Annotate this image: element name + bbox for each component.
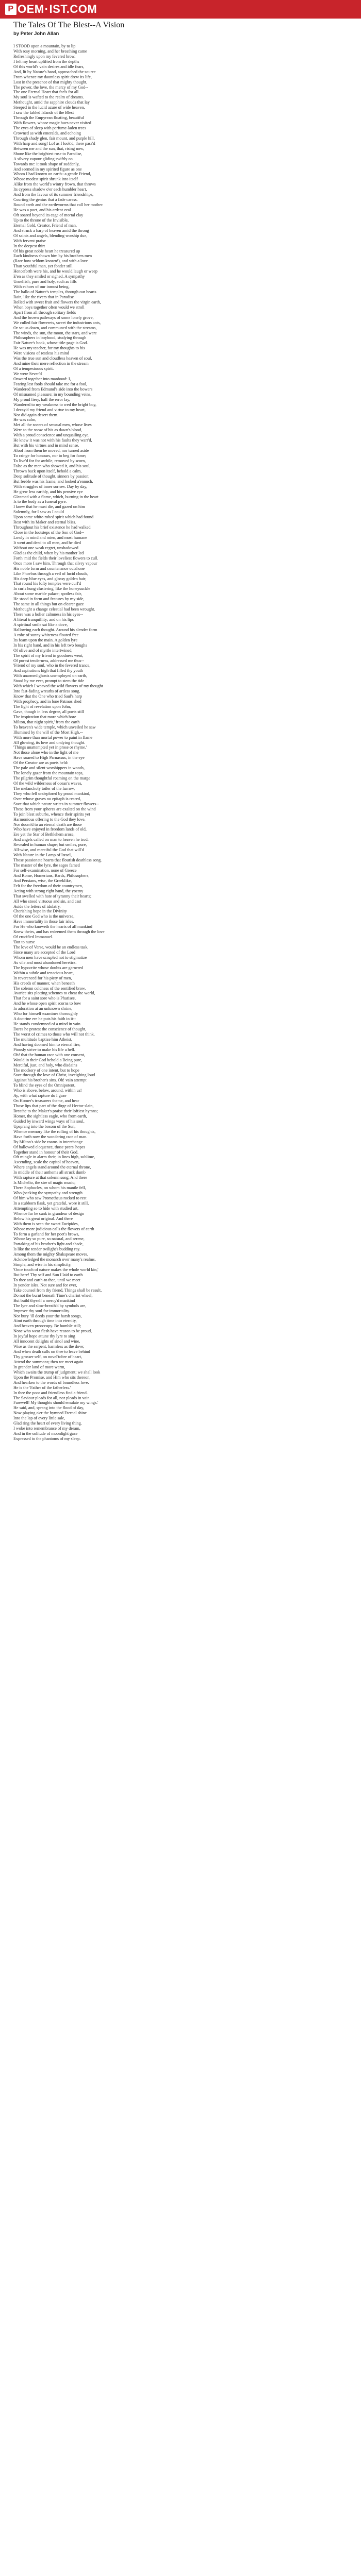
poem-line: His creeds of manner, when beneath (13, 980, 75, 986)
poem-line: With fervent praise (13, 238, 46, 243)
poem-line: Revealed in human shape; but smiles, pure, (13, 842, 87, 848)
poem-line: With unarmed ghosts unemployed on earth, (13, 673, 87, 679)
poem-line: Which awaits the trump of judgment; we shall look (13, 1369, 101, 1375)
poem-line: The inspiration that more which bore (13, 714, 76, 719)
poem-line: Over whose graves no epitaph is reared, (13, 796, 81, 801)
poem-line: To blind the eyes of the Omnipotent, (13, 1083, 76, 1088)
poem-line: I knew that he must die, and gazed on him (13, 504, 85, 510)
poem-line: Eternal Gold, Creator, Friend of man, (13, 223, 77, 228)
poem-line: Thy grosser self, on novel'tobre of heart, (13, 1354, 82, 1359)
poem-line: Who (seeking the sympathy and strength (13, 1191, 83, 1195)
poem-line: A silvery vapour gliding swiftly on (13, 156, 73, 161)
poem-line: Farewell! My thoughts should emulate my wings.' (13, 1400, 99, 1405)
poem-line: To cringe for honours, nor to beg for fame; (13, 453, 86, 458)
poem-line: 'Things unattempted yet in prose or rhyme.' (13, 745, 87, 750)
poem-line: Those passionate hearts that flourish deathless song. (13, 858, 102, 863)
poem-line: Its cypress shadow o'er each humbler heart, (13, 187, 87, 192)
poem-line: Than youthful man, yet fonder still (13, 264, 73, 269)
poem-line: A robe of sunny whiteness floated free (13, 632, 79, 637)
poem-line: Unselfish, pure and holy, such as fills (13, 279, 77, 284)
poem-line: Whose more judicious calls the flowers of earth (13, 1226, 94, 1231)
poem-line: Whom men have scrupled not to stigmatize (13, 955, 87, 960)
poem-line: With Nature in the Lamp of Israel, (13, 853, 72, 858)
poem-line: Nor doom'd to an eternal death are those (13, 822, 82, 827)
poem-line: Merciful, just, and holy, who disdains (13, 1062, 77, 1067)
poem-line: Oft mingle in alarm their, in lines high, sublime, (13, 1155, 95, 1160)
poem-line: The one Eternal Heart that feels for all. (13, 90, 80, 95)
poem-line: The winds, the sun, the moon, the stars, and were (13, 330, 97, 335)
poem-line: Milton, that night spirit,' from the earth (13, 719, 80, 724)
poem-line: Partaking of his brother's light and shade, (13, 1242, 84, 1247)
poem-line: To heaven's wide temple, which unveiled he saw (13, 724, 96, 730)
poem-line: And struck a harp of heaven amid the throng (13, 228, 89, 233)
poem-line: Save that which nature writes in summer flowers-- (13, 801, 99, 806)
poem-line: And seemed in my spirited figure as one (13, 166, 82, 172)
poem-line: The hallo of Nature's temples, through our hearts (13, 290, 96, 294)
poem-line: To form a garland for her poet's brows, (13, 1231, 79, 1236)
poem-line: Upon some white-robed spirit which had found (13, 515, 94, 520)
poem-line: Upsprang into the bosom of the Sun, (13, 1124, 76, 1129)
poem-line: He is the 'Father of the fatherless.' (13, 1385, 71, 1390)
poem-line: Was the true sun and cloudless heaven of soul, (13, 356, 92, 361)
poem-line: Thrown back upon itself, behold a calm, (13, 468, 82, 473)
poem-line: Oft soared beyond its cage of mortal clay (13, 212, 84, 217)
poem-line: He knew it was not with his faults they warr'd, (13, 438, 92, 443)
poem-line: Deep solitude of thought, sinners by passion; (13, 473, 90, 479)
poem-line: But with his virtues and in mind sense. (13, 443, 79, 448)
poem-line: I STOOD upon a mountain, by to lip (13, 44, 76, 48)
poem-line: (Rare how seldom known!), and with a love (13, 259, 88, 264)
poem-line: Wandered to my weakness to wed the bright boy, (13, 402, 96, 407)
poem-line: The pilgrim thoughtful roaming on the marge (13, 776, 91, 781)
poem-line: The mockery of one intent, but to hope (13, 1067, 79, 1073)
poem-line: Piously strive to make his life a hell. (13, 1047, 75, 1052)
poem-line: Courting the genius that a fade caress. (13, 197, 78, 202)
poem-line: To thee and earth-to thee, until we meet (13, 1277, 80, 1282)
poem-line: Is to the body as a funeral pyre. (13, 499, 67, 504)
site-logo[interactable] (5, 3, 97, 16)
poem-line: Expressed to the phantoms of my sleep. (13, 1436, 81, 1441)
poem-line: Within a subtle and tenacious heart, (13, 970, 74, 975)
poem-line: Fair Nature's book, whose title-page is God. (13, 341, 88, 346)
poem-line: In the deepest thirt (13, 243, 45, 248)
poem-line: Of hallowed eloquence, those peers' hopes (13, 1144, 86, 1149)
poem-line: All glowing, its love and undying thought. (13, 740, 86, 745)
poem-line: Among them the mighty Shakspeare moves, (13, 1252, 89, 1257)
poem-line: Refreshingly upon my fevered brow. (13, 54, 76, 59)
poem-line: All-wise, and merciful the God that will'd (13, 848, 84, 853)
poem-line: And he whose open spirit scorns to bow (13, 1001, 81, 1006)
poem-line: Glad as the child, when by his mother led (13, 550, 84, 555)
poem-line: 'But to nurse (13, 940, 35, 945)
poem-line: Knew theirs, and has redeemed them through the love (13, 929, 105, 935)
poem-line: Ay, with what rapture do I gaze (13, 1093, 67, 1098)
poem-line: His noble form and countenance outshone (13, 566, 85, 571)
poem-line: To join blest suburbs, whence their spirits yet (13, 811, 90, 817)
poem-line: Henceforth were his, and he would laugh or weep (13, 269, 98, 274)
poem-line: He stands condemned of a mind in vain. (13, 1022, 81, 1027)
poem-line: Towards me: it took shape of suddenly, (13, 161, 80, 166)
poem-line: They who fell undeplored by proud mankind, (13, 791, 90, 796)
poem-line: None who wear flesh have reason to be proud, (13, 1329, 92, 1334)
poem-line: All innocent delights of sinol and wine, (13, 1339, 80, 1344)
poem-line: The same in all things but on clearer gaze (13, 602, 84, 607)
poem-line: False as the men who showed it, and his soul, (13, 463, 91, 468)
poem-line: Onward together into manhood: I, (13, 376, 71, 381)
poem-line: The spirit of my friend in goodness went, (13, 653, 84, 658)
poem-line: In reverenced for his piety of men, (13, 975, 72, 980)
poem-line: 'Once touch of nature makes the whole world kin,' (13, 1267, 99, 1273)
poem-line: And heaven preoccupy. Be humble still; (13, 1324, 81, 1329)
poem-line: In adoration at an unknown shrine, (13, 1006, 73, 1011)
poem-line: He stood in form and features by my side, (13, 597, 85, 602)
poem-line: The multitude baptize him Atheist, (13, 1037, 72, 1042)
poem-line: There was a holier calmness in his eyes-- (13, 612, 83, 617)
poem-line: Acting with strong right hand, the yoemy (13, 888, 84, 893)
poem-line: Rest with its Maker and eternal bliss. (13, 520, 76, 525)
poem-line: Aimt earth through time into eternity, (13, 1318, 77, 1324)
poem-line: Or sat us down, and communed with the streams, (13, 325, 97, 330)
poem-line: Who is above, below, around, within us! (13, 1088, 82, 1093)
poem-line: Attempting so to hide with studied art, (13, 1206, 79, 1211)
poem-line: When boys together often would we stroll (13, 304, 85, 310)
poem-line: Of the Creator are as poets held: (13, 760, 68, 766)
poem-line: Into fast-fading wreaths of artless song. (13, 689, 80, 694)
poem-line: On Homer's treasurers theme, and hear (13, 1098, 79, 1104)
poem-line: Of saints and angels, blending worship due, (13, 233, 88, 238)
poem-line: I saw the fabled Islands of the Blest (13, 110, 74, 115)
poem-line: All who stood virtuous and sin, and cast (13, 899, 81, 904)
logo-p-mark: P (5, 4, 17, 15)
poem-line: Lost in the presence of that mighty thought, (13, 79, 88, 84)
poem-line: The Saviour pleads for all, nor pleads in vain. (13, 1395, 91, 1400)
poem-line: Were to the snow of his as dawn's blood, (13, 428, 83, 433)
poem-line: Attend the summons; then we meet again (13, 1359, 84, 1364)
poem-line: That for a saint sore who is Pharisee, (13, 996, 76, 1001)
poem-line: Philosophers in boyhood, studying through (13, 335, 87, 341)
poem-line: The pale and silent worshippers in woods, (13, 766, 85, 771)
poem-line: Have immortality in those fair isles. (13, 919, 74, 924)
poem-line: The lyre and slow-breath'd by symbols are, (13, 1303, 87, 1308)
poem-line: The worst of crimes to those who will not think. (13, 1031, 95, 1037)
poem-line: Who for himself examines thoroughly (13, 1011, 78, 1016)
poem-line: Solemnly, for I saw as I could (13, 510, 64, 515)
poem-line: But build thyself a mercy'd mankind (13, 1298, 75, 1303)
poem-line: Not those alone who in the light of me (13, 750, 78, 755)
poem-line: Lowly in mind and mien, and most humane (13, 535, 87, 540)
poem-line: Is Michelio, the sire of magic music; (13, 1180, 76, 1185)
poem-line: Throughout his brief existence he had walked (13, 525, 91, 530)
poem-line: He was calm, (13, 417, 37, 422)
poem-line: The light of revelation upon John, (13, 704, 71, 709)
poem-line: From whence my dauntless spirit drew its life, (13, 74, 92, 79)
poem-line: And Persians, wise, the Greeklike, (13, 878, 72, 883)
poem-line: The power, the love, the mercy of my God-- (13, 84, 88, 90)
poem-line: Of this world's vain desires and idle fears, (13, 64, 85, 69)
poem-line: We culled fair flowerets, sweet the industrious ants, (13, 320, 101, 325)
poem-line: He said, and, sprang into the flood of day, (13, 1405, 85, 1411)
poem-line: Simple, and wise in his simplicity, (13, 1262, 72, 1267)
poem-line: Illumined by the will of the Most High,-- (13, 730, 83, 735)
poem-line: Know that the One who tried Saul's harp (13, 694, 83, 699)
poem-line: Forth 'mid the fields their loveliest flowers to cull. (13, 555, 99, 561)
poem-line: Who have enjoyed in freedom lands of old, (13, 827, 87, 832)
poem-line: There Sophocles, on whom his mantle fell, (13, 1185, 86, 1191)
poem-line: With a proud conscience and unquailing eye. (13, 433, 90, 438)
poem-line: Each kindness shown him by his brothers men (13, 253, 92, 259)
poem-line: Steeped in the lucid azure of wide heaven, (13, 105, 85, 110)
poem-line: A doctrine ere he puts his faith in it-- (13, 1016, 76, 1022)
logo-text-ist: IST.COM (49, 3, 97, 15)
poem-line: Whom I had known on earth--a gentle Friend, (13, 172, 91, 177)
poem-line: Fearing lest fools should take me for a fool, (13, 381, 88, 386)
poem-line: Of misnamed pleasure; in my bounding veins, (13, 392, 92, 397)
poem-line: Aside the fetters of idolatry, (13, 904, 61, 909)
poem-line: To live'd for for awhile, removed by scorn, (13, 458, 86, 463)
poem-line: The hypocrite whose doubts are garnered (13, 965, 84, 970)
logo-dot: · (44, 3, 49, 15)
poem-line: And when death calls on thee to leave behind (13, 1349, 90, 1354)
poem-line: Of olive and of myrtle intertwined, (13, 648, 73, 653)
poem-line: Whose modest spirit shrunk into itself (13, 177, 78, 182)
poem-line: For self-examination, none of Greece (13, 868, 77, 873)
poem-line: Glad ring the heart of every living thing. (13, 1421, 82, 1426)
poem-line: My soul is wafted to the realm of dreams. (13, 95, 84, 100)
poem-line: It went and deed to all men, and he died (13, 540, 81, 545)
poem-line: With flowers, whose magic hues never visited (13, 121, 91, 126)
poem-line: And angels called on man to heaven he trod. (13, 837, 89, 842)
poem-title: The Tales Of The Blest--A Vision (13, 21, 125, 29)
poem-line: Rolled with sweet fruit and flowers the virgin earth, (13, 299, 101, 304)
poem-line: He grew less earthly, and his pensive eye (13, 489, 83, 494)
poem-line: And Rome, Homerians, Bards, Philosophers, (13, 873, 90, 878)
poem-line: And the brown pathways of some lonely grove, (13, 315, 94, 320)
poem-line: I decay'd my friend and virtue to my heart, (13, 407, 86, 412)
poem-line: Into the lap of every little sale, (13, 1416, 65, 1421)
poem-line: Through shady glen, fair mount, and purple hill, (13, 135, 95, 141)
poem-line: Alike from the world's wintry frown, that throws (13, 182, 96, 187)
poem-line: With which I weaved the wild flowers of my thought (13, 684, 103, 689)
poem-line: Below his great original. And there (13, 1216, 73, 1221)
poem-line: A literal tranquillity; and on his lips (13, 617, 74, 622)
poem-line: Nor did again desert them. (13, 412, 59, 417)
poem-line: Gleamed with a flame, which, burning in the heart (13, 494, 99, 499)
poem-line: Aloof from them he moved, nor turned aside (13, 448, 89, 453)
poem-line: Have soared to High Parnassus, in the eye (13, 755, 85, 760)
poem-line: Dares he protest the conscience of thought, (13, 1027, 87, 1031)
poem-line: Like Phoebus through a veil of lucid clouds, (13, 571, 89, 576)
poem-line: Round earth and the earthworms that call her mother. (13, 202, 104, 208)
poem-line: Avarice sits plotting schemes to cheat the world, (13, 991, 95, 996)
poem-line: Ere yet the Star of Bethlehem arose, (13, 832, 75, 837)
poem-line: And having doomed him to eternal fire, (13, 1042, 80, 1047)
poem-line: With rapture at that solemn song. And there (13, 1175, 87, 1180)
poem-line: And hearken to the words of boundless love. (13, 1380, 89, 1385)
poem-line: A spiritual smile sat like a dove, (13, 622, 68, 627)
poem-line: Without one weak regret, unshadowed (13, 545, 78, 550)
poem-line: The eyes of sleep with perfume-laden trees (13, 126, 86, 130)
poem-line: In his right hand, and in his left two boughs (13, 642, 87, 648)
poem-line: Upon the Promise, and Him who sits thereon, (13, 1375, 91, 1380)
poem-line: With echoes of our inmost being, (13, 284, 70, 290)
poem-line: Once more I saw him. Through that silvry vapour (13, 561, 97, 566)
poem-line: Acknowledged the monarch over many's realms, (13, 1257, 96, 1262)
poem-line: Hallowing each thought. Around his slender form (13, 627, 97, 632)
poem-line: Met all the sneers of sensual men, whose lives (13, 422, 92, 428)
poem-line: Nor bury 'ill deeds your the harsh songs, (13, 1313, 82, 1318)
poem-line: Harmonious offering to the God they love. (13, 817, 86, 822)
poem-line: Through the Empyrean floating, beautiful (13, 115, 84, 121)
poem-line: His deep blue eyes, and glossy golden hair, (13, 576, 87, 581)
poem-line: Were visions of restless his mind (13, 351, 69, 356)
poem-line: With more than mortal power to paint in flame (13, 735, 92, 740)
poem-line: Of the wild wilderness of ocean's waves, (13, 781, 83, 786)
poem-line: Of the one God who is the universe, (13, 914, 75, 919)
poem-line: In middle of their anthems all struck dumb (13, 1170, 86, 1175)
poem-line: Those lips that part of the dirge of Hector slain, (13, 1104, 94, 1109)
poem-line: Its foam upon the main. A golden lyre (13, 637, 78, 642)
poem-line: These from your spheres are exalted on the wind (13, 806, 96, 811)
poem-line: The love of Verse, would be an endless task, (13, 945, 89, 950)
poem-line: Save through the love of Christ, inveighing loud (13, 1073, 95, 1078)
poem-line: Of his great noble heart he treasured up (13, 248, 80, 253)
poem-line: Of a tempestuous spirit. (13, 366, 54, 371)
poem-line: Would in their God behold a Being pure, (13, 1057, 83, 1062)
poem-line: Crowned as with emeralds, and echoing (13, 130, 81, 135)
poem-line: Of purest tenderness, addressed me thus-- (13, 658, 84, 663)
poem-line: The master of the lyre, the sages famed (13, 863, 80, 868)
poem-line: And from the favour of its summer friendships, (13, 192, 94, 197)
poem-line: Wandered from Edmund's side into the bowers (13, 386, 93, 392)
poem-line: In grander land of more warm, (13, 1364, 65, 1369)
poem-line: With struggles of inner sorrow. Day by day, (13, 484, 87, 489)
poem-line: Whence far he sunk in grandeur of design (13, 1211, 85, 1216)
poem-line: Oh! that the human race with one consent, (13, 1052, 85, 1057)
poem-line: Breathe to the Maker's praise their loftiest hymns; (13, 1109, 98, 1113)
poem-line: In a stubborn flask, yet grateful, wore it still, (13, 1200, 89, 1206)
poem-line: My proud fiery, half the error lay, (13, 397, 70, 402)
poem-line: Together stand in honour of their God. (13, 1149, 79, 1155)
poem-line: Ascending, scale the capitol of heaven, (13, 1160, 79, 1165)
poem-line: And aspirations high that filled thy youth (13, 668, 84, 673)
poem-line: Methought a change celestial had been wrought. (13, 607, 95, 612)
poem-line: About some marble palace; spotless fair, (13, 591, 82, 597)
poem-line: Whence memory like the rolling of his thoughts, (13, 1129, 96, 1134)
poem-line: In curls hung clustering, like the honeysuckle (13, 586, 90, 591)
poem-line: And, lit by Nature's hand, approached the source (13, 69, 96, 74)
poem-line: He was my teacher, for my thoughts to his (13, 346, 85, 351)
poem-line: The solemn coldness of the sentified brow, (13, 986, 86, 991)
poem-line: Is like the tender twilight's budding ray. (13, 1247, 80, 1252)
poem-line: That round his lofty temples were curl'd (13, 581, 81, 586)
poem-line: With harp and song! Lo! as I look'd, there pass'd (13, 141, 95, 146)
poem-line: Between me and the sun, that, rising now, (13, 146, 84, 151)
poem-line: We were Sever'd (13, 371, 42, 376)
poem-line: Since many are accepted of the Lord (13, 950, 76, 955)
poem-line: Felt for the freedom of their countrymen, (13, 883, 83, 888)
poem-line: In yonder isles. Not sure and for ever, (13, 1282, 77, 1287)
poem-line: Whose lay so pure, so natural, and serene, (13, 1236, 85, 1242)
poem-line: Cherishing hope in the Divinity (13, 909, 67, 914)
poem-line: The lonely gazer from the mountain tops, (13, 771, 84, 776)
poem-line: Take counsel from thy friend, Things shall be result, (13, 1287, 102, 1293)
poem-line: Up to the throne of the Invisible, (13, 217, 69, 223)
poem-line: Of crucified Immanuel. (13, 935, 54, 940)
poem-body (13, 44, 343, 1442)
poem-line: E'en as they smiled or sighed. A sympathy (13, 274, 85, 279)
poem-author: by Peter John Allan (13, 31, 59, 37)
poem-line: Where angels stand around the eternal throne, (13, 1165, 91, 1170)
poem-line: Do not the burnt beneath Time's chariot wheel, (13, 1293, 93, 1298)
site-header (0, 0, 361, 19)
poem-line: Methought, amid the sapphire clouds that lay (13, 100, 90, 105)
poem-line: 'Friend of my soul, who in the fevered trance, (13, 663, 91, 668)
poem-line: I woke into remembrance of my dream, (13, 1426, 80, 1431)
poem-line: The melancholy toiler of the furrow, (13, 786, 75, 791)
poem-line: That swelled with hate of tyranny their hearts; (13, 893, 92, 899)
poem-line: Shone like the brightest rose to Paradise, (13, 151, 83, 156)
poem-line: Improve thy soul for immortality. (13, 1308, 70, 1313)
poem-line: By Milton's side he roams in interchange (13, 1139, 83, 1144)
poem-line: With prophecy, and in lone Patmos shed (13, 699, 81, 704)
poem-line: Guided by inward wings ways of his soul, (13, 1118, 85, 1124)
poem-line: Against his brother's sins. Oh! vain attempt (13, 1078, 87, 1083)
poem-line: In thee the poor and friendless find a friend. (13, 1390, 88, 1395)
poem-line: Close in the footsteps of the Son of God-- (13, 530, 84, 535)
poem-line: For He who knoweth the hearts of all mankind (13, 924, 92, 929)
poem-line: Now playing o'er the hymned Eternal shine (13, 1411, 87, 1416)
poem-line: Apart from all through solitary fields (13, 310, 76, 315)
poem-line: But here! Thy self and Sun I laid to earth (13, 1273, 83, 1277)
poem-line: Of him who saw Prometheus rocked to rest (13, 1195, 87, 1200)
poem-line: And in the solitude of moonlight gaze (13, 1431, 78, 1436)
poem-line: Homer, the sightless eagle, who from earth, (13, 1113, 87, 1118)
poem-line: But feeble was his frame, and looked a'ennuch, (13, 479, 93, 484)
poem-line: As vile and most abandoned heretics. (13, 960, 77, 965)
poem-line: Rain, like the rivers that in Paradise (13, 294, 74, 299)
poem-line: In joyful hope attune thy lyre to sing (13, 1334, 75, 1339)
poem-line: With rosy morning, and her breathing came (13, 48, 87, 54)
poem-line: Have forth now the wondering race of man. (13, 1134, 88, 1139)
poem-line: Wise as the serpent, harmless as the dove; (13, 1344, 85, 1349)
logo-text-oem: OEM (18, 3, 44, 15)
poem-line: Stood by me ever, prompt to stem the tide (13, 679, 85, 684)
poem-content (13, 21, 343, 1442)
poem-line: He was a poet, and his ardent zeal (13, 208, 71, 212)
poem-line: I felt my heart uplifted from the depths (13, 59, 79, 64)
poem-line: With them is seen the sweet Euripides, (13, 1221, 79, 1226)
poem-line: Gave, though in less degree, all poets still (13, 709, 84, 714)
poem-line: And mine their mere reflection in the stream (13, 361, 89, 366)
